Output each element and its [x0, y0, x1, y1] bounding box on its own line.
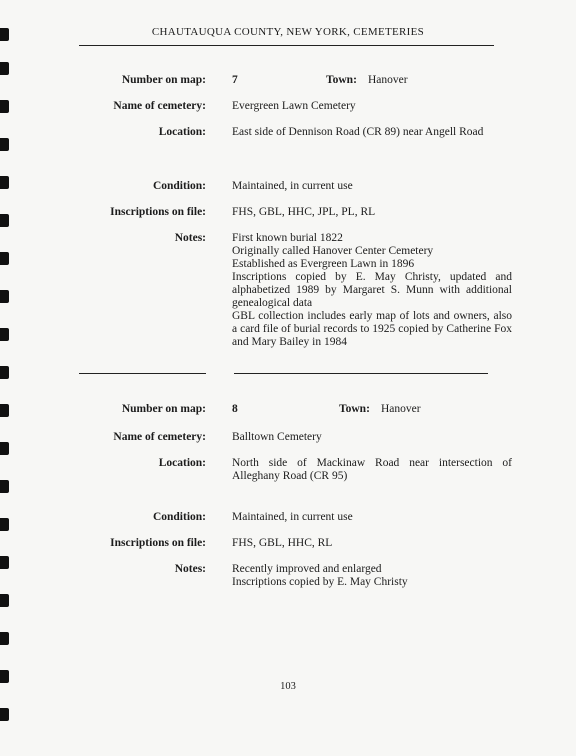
binding-hole	[0, 214, 9, 227]
binding-hole	[0, 556, 9, 569]
location-label: Location:	[158, 126, 206, 138]
binding-hole	[0, 290, 9, 303]
binding-hole	[0, 366, 9, 379]
inscriptions-value: FHS, GBL, HHC, RL	[232, 537, 333, 549]
binding-hole	[0, 100, 9, 113]
binding-hole	[0, 594, 9, 607]
binding-hole	[0, 480, 9, 493]
location-value: East side of Dennison Road (CR 89) near Angell Road	[232, 126, 484, 138]
map-number: 8	[232, 403, 238, 415]
note-item: Inscriptions copied by E. May Christy, updated and alphabetized 1989 by Margaret S. Munn with additional genealogical data	[232, 271, 512, 309]
binding-hole	[0, 632, 9, 645]
inscriptions-label: Inscriptions on file:	[110, 206, 206, 218]
binding-hole	[0, 708, 9, 721]
condition-value: Maintained, in current use	[232, 511, 353, 523]
number-label: Number on map:	[121, 74, 206, 86]
entry-separator-left	[79, 373, 206, 374]
binding-hole	[0, 252, 9, 265]
town-value: Hanover	[368, 74, 408, 86]
condition-label: Condition:	[152, 180, 206, 192]
entry-separator-right	[234, 373, 488, 374]
condition-value: Maintained, in current use	[232, 180, 353, 192]
note-item: Inscriptions copied by E. May Christy	[232, 576, 408, 588]
note-item: GBL collection includes early map of lots and owners, also a card file of burial records to 1925 copied by Catherine Fox and Mary Bailey in 1984	[232, 310, 512, 348]
binding-hole	[0, 404, 9, 417]
town-label: Town:	[326, 74, 357, 86]
notes-label: Notes:	[174, 563, 206, 575]
notes-label: Notes:	[174, 232, 206, 244]
notes-list	[232, 232, 512, 349]
header-rule	[79, 45, 494, 46]
page-header: CHAUTAUQUA COUNTY, NEW YORK, CEMETERIES	[151, 26, 425, 38]
town-label: Town:	[339, 403, 370, 415]
binding-hole	[0, 518, 9, 531]
notes-list	[232, 563, 512, 589]
note-item: Established as Evergreen Lawn in 1896	[232, 258, 415, 270]
binding-hole	[0, 176, 9, 189]
page-number: 103	[280, 681, 296, 692]
note-item: Recently improved and enlarged	[232, 563, 382, 575]
inscriptions-value: FHS, GBL, HHC, JPL, PL, RL	[232, 206, 376, 218]
inscriptions-label: Inscriptions on file:	[110, 537, 206, 549]
town-value: Hanover	[381, 403, 421, 415]
note-item: Originally called Hanover Center Cemetery	[232, 245, 434, 257]
binding-hole	[0, 328, 9, 341]
note-item: First known burial 1822	[232, 232, 343, 244]
condition-label: Condition:	[152, 511, 206, 523]
binding-hole	[0, 62, 9, 75]
number-label: Number on map:	[121, 403, 206, 415]
map-number: 7	[232, 74, 238, 86]
location-value: North side of Mackinaw Road near intersection of Alleghany Road (CR 95)	[232, 457, 512, 482]
cemetery-name: Evergreen Lawn Cemetery	[232, 100, 356, 112]
name-label: Name of cemetery:	[113, 431, 206, 443]
name-label: Name of cemetery:	[113, 100, 206, 112]
binding-hole	[0, 138, 9, 151]
cemetery-name: Balltown Cemetery	[232, 431, 322, 443]
binding-hole	[0, 442, 9, 455]
location-label: Location:	[158, 457, 206, 469]
